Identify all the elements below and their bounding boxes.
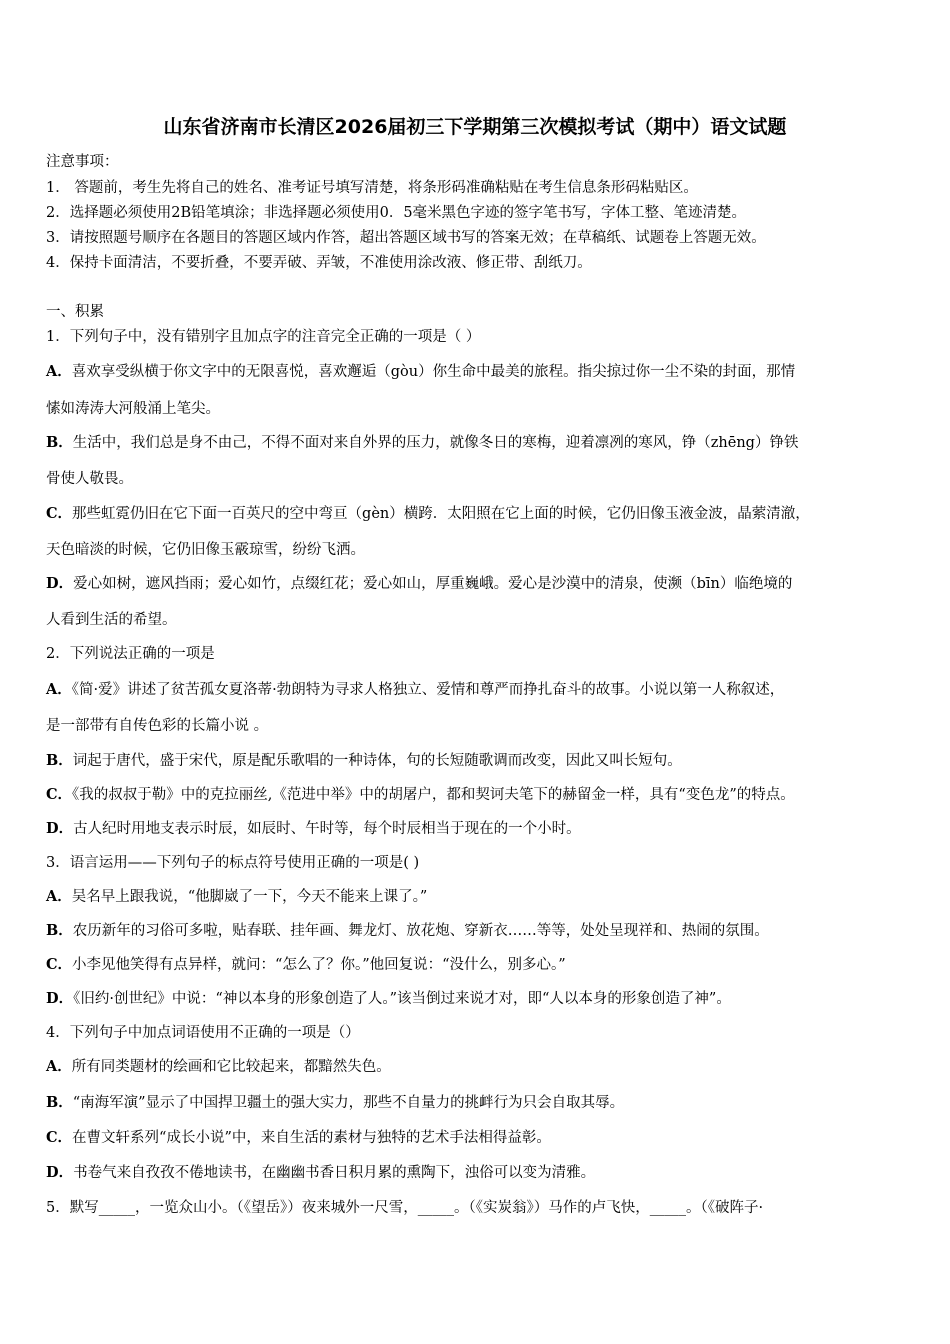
- option-line: [46, 434, 798, 452]
- option-text: 农历新年的习俗可多啦，贴春联、挂年画、舞龙灯、放花炮、穿新衣……等等，处处呈现祥和、热闹的氛围。: [72, 923, 769, 939]
- option-continuation: 愫如涛涛大河般涌上笔尖。: [46, 401, 220, 417]
- question-stem: 4．下列句子中加点词语使用不正确的一项是（）: [46, 1025, 360, 1041]
- option-text: 喜欢享受纵横于你文字中的无限喜悦，喜欢邂逅（gòu）你生命中最美的旅程。指尖掠过你一尘不染的封面，那情: [71, 364, 796, 380]
- option-line: [46, 1164, 595, 1182]
- option-continuation: 天色暗淡的时候，它仍旧像玉霰琼雪，纷纷飞洒。: [46, 542, 365, 558]
- notice-heading: 注意事项：: [46, 154, 119, 170]
- question-stem: 2．下列说法正确的一项是: [46, 646, 215, 662]
- option-label: D．: [46, 990, 74, 1007]
- option-continuation: 骨使人敬畏。: [46, 471, 133, 487]
- option-text: 《简·爱》讲述了贫苦孤女夏洛蒂·勃朗特为寻求人格独立、爱情和尊严而挣扎奋斗的故事。小说以第一人称叙述，: [71, 682, 785, 698]
- option-line: [46, 888, 427, 906]
- option-label: C．: [46, 956, 73, 973]
- page-title: 山东省济南市长清区2026届初三下学期第三次模拟考试（期中）语文试题: [163, 116, 787, 138]
- option-text: 《旧约·创世纪》中说：“神以本身的形象创造了人。”该当倒过来说才对，即“人以本身的形象创造了神”。: [73, 991, 731, 1007]
- option-text: 那些虹霓仍旧在它下面一百英尺的空中弯亘（gèn）横跨．太阳照在它上面的时候，它仍旧像玉液金波，晶萦清澈，: [72, 506, 810, 522]
- option-line: [46, 990, 731, 1008]
- option-label: C．: [46, 1129, 73, 1146]
- option-label: D．: [46, 575, 74, 592]
- option-line: [46, 922, 769, 940]
- option-label: C．: [46, 505, 73, 522]
- option-line: [46, 1058, 391, 1076]
- option-label: A．: [46, 888, 72, 905]
- option-line: [46, 363, 795, 381]
- option-label: B．: [46, 1094, 73, 1111]
- option-text: 吴名早上跟我说，“他脚崴了一下，今天不能来上课了。”: [71, 889, 428, 905]
- option-text: 词起于唐代，盛于宋代，原是配乐歌唱的一种诗体，句的长短随歌调而改变，因此又叫长短句。: [72, 753, 682, 769]
- option-label: A．: [46, 363, 72, 380]
- option-text: 爱心如树，遮风挡雨；爱心如竹，点缀红花；爱心如山，厚重巍峨。爱心是沙漠中的清泉，使濒（bīn）临绝境的: [73, 576, 793, 592]
- question-stem: 3．语言运用——下列句子的标点符号使用正确的一项是( ): [46, 855, 420, 871]
- option-line: [46, 786, 795, 804]
- option-text: 所有同类题材的绘画和它比较起来，都黯然失色。: [71, 1059, 391, 1075]
- option-label: C．: [46, 786, 73, 803]
- notice-item: 2．选择题必须使用2B铅笔填涂；非选择题必须使用0．5毫米黑色字迹的签字笔书写，字体工整、笔迹清楚。: [46, 205, 747, 221]
- option-line: [46, 505, 810, 523]
- option-label: A．: [46, 681, 72, 698]
- option-text: 在曹文轩系列“成长小说”中，来自生活的素材与独特的艺术手法相得益彰。: [72, 1130, 551, 1146]
- option-label: B．: [46, 434, 73, 451]
- option-text: 小李见他笑得有点异样，就问：“怎么了？你。”他回复说：“没什么，别多心。”: [72, 957, 566, 973]
- option-text: “南海军演”显示了中国捍卫疆土的强大实力，那些不自量力的挑衅行为只会自取其辱。: [72, 1095, 625, 1111]
- option-line: [46, 752, 682, 770]
- question-stem: 1．下列句子中，没有错别字且加点字的注音完全正确的一项是（ ）: [46, 329, 481, 345]
- notice-item: 4．保持卡面清洁，不要折叠，不要弄破、弄皱，不准使用涂改液、修正带、刮纸刀。: [46, 255, 592, 271]
- option-text: 《我的叔叔于勒》中的克拉丽丝,《范进中举》中的胡屠户，都和契诃夫笔下的赫留金一样，具有“变色龙”的特点。: [72, 787, 795, 803]
- option-text: 生活中，我们总是身不由己，不得不面对来自外界的压力，就像冬日的寒梅，迎着凛冽的寒风，铮（zhēng）铮铁: [72, 435, 799, 451]
- notice-item: 3．请按照题号顺序在各题目的答题区域内作答，超出答题区域书写的答案无效；在草稿纸、试题卷上答题无效。: [46, 230, 766, 246]
- question-stem: 5．默写_____，一览众山小。（《望岳》）夜来城外一尺雪，_____。（《实炭翁》）马作的卢飞快，_____。（《破阵子·: [46, 1200, 764, 1216]
- option-line: [46, 575, 792, 593]
- option-line: [46, 681, 784, 699]
- option-label: D．: [46, 820, 74, 837]
- option-line: [46, 820, 581, 838]
- section-heading: 一、积累: [46, 304, 104, 320]
- option-label: A．: [46, 1058, 72, 1075]
- option-label: B．: [46, 922, 73, 939]
- option-text: 书卷气来自孜孜不倦地读书，在幽幽书香日积月累的熏陶下，浊俗可以变为清雅。: [73, 1165, 596, 1181]
- option-line: [46, 956, 566, 974]
- option-line: [46, 1129, 551, 1147]
- notice-item: 1． 答题前，考生先将自己的姓名、准考证号填写清楚，将条形码准确粘贴在考生信息条形码粘贴区。: [46, 180, 698, 196]
- option-line: [46, 1094, 624, 1112]
- option-label: D．: [46, 1164, 74, 1181]
- option-continuation: 人看到生活的希望。: [46, 612, 177, 628]
- option-label: B．: [46, 752, 73, 769]
- option-text: 古人纪时用地支表示时辰，如辰时、午时等，每个时辰相当于现在的一个小时。: [73, 821, 581, 837]
- option-continuation: 是一部带有自传色彩的长篇小说 。: [46, 718, 269, 734]
